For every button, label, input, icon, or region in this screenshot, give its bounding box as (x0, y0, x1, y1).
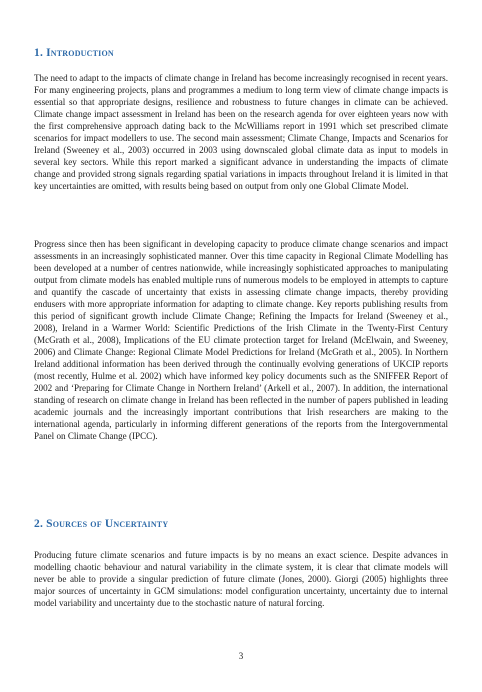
section-heading-introduction: 1. Introduction (34, 47, 114, 59)
body-paragraph: Producing future climate scenarios and future impacts is by no means an exact science. Despite advances in modelling chaotic behaviour and natural variability in the climate system, it is clear that climate models will never be able to provide a singular prediction of future climate (Jones, 2000). Giorgi (2005) highlights three major sources of uncertainty in GCM simulations: model configuration uncertainty, uncertainty due to internal model variability and uncertainty due to the stochastic nature of natural forcing. (34, 550, 448, 608)
body-paragraph: Progress since then has been significant in developing capacity to produce climate change scenarios and impact assessments in an increasingly sophisticated manner. Over this time capacity in Regional Climate Modelling has been developed at a number of centres nationwide, while increasingly sophisticated approaches to manipulating output from climate models has enabled multiple runs of numerous models to be employed in attempts to capture and quantify the cascade of uncertainty that exists in assessing climate change impacts, thereby providing endusers with more appropriate information for adapting to climate change. Key reports publishing results from this period of significant growth include Climate Change; Refining the Impacts for Ireland (Sweeney et al., 2008), Ireland in a Warmer World: Scientific Predictions of the Irish Climate in the Twenty-First Century (McGrath et al., 2008), Implications of the EU climate protection target for Ireland (McElwain, and Sweeney, 2006) and Climate Change: Regional Climate Model Predictions for Ireland (McGrath et al., 2005). In Northern Ireland additional information has been derived through the continually evolving generations of UKCIP reports (most recently, Hulme et al. 2002) which have informed key policy documents such as the SNIFFER Report of 2002 and ‘Preparing for Climate Change in Northern Ireland’ (Arkell et al., 2007). In addition, the international standing of research on climate change in Ireland has been reflected in the number of papers published in leading academic journals and the increasingly important contributions that Irish researchers are making to the international agenda, particularly in informing different generations of the reports from the Intergovernmental Panel on Climate Change (IPCC). (34, 239, 448, 441)
body-paragraph: The need to adapt to the impacts of climate change in Ireland has become increasingly recognised in recent years. For many engineering projects, plans and programmes a medium to long term view of climate change impacts is essential so that appropriate designs, resilience and robustness to future changes in climate can be achieved. Climate change impact assessment in Ireland has been on the research agenda for over eighteen years now with the first comprehensive approach dating back to the McWilliams report in 1991 which set prescribed climate scenarios for impact modellers to use. The second main assessment; Climate Change, Impacts and Scenarios for Ireland (Sweeney et al., 2003) occurred in 2003 using downscaled global climate data as input to models in several key sectors. While this report marked a significant advance in understanding the impacts of climate change and provided strong signals regarding spatial variations in impacts throughout Ireland it is limited in that key uncertainties are omitted, with results being based on output from only one Global Climate Model. (34, 73, 448, 191)
page-number: 3 (238, 651, 244, 661)
section-heading-sources-of-uncertainty: 2. Sources of Uncertainty (34, 518, 169, 530)
